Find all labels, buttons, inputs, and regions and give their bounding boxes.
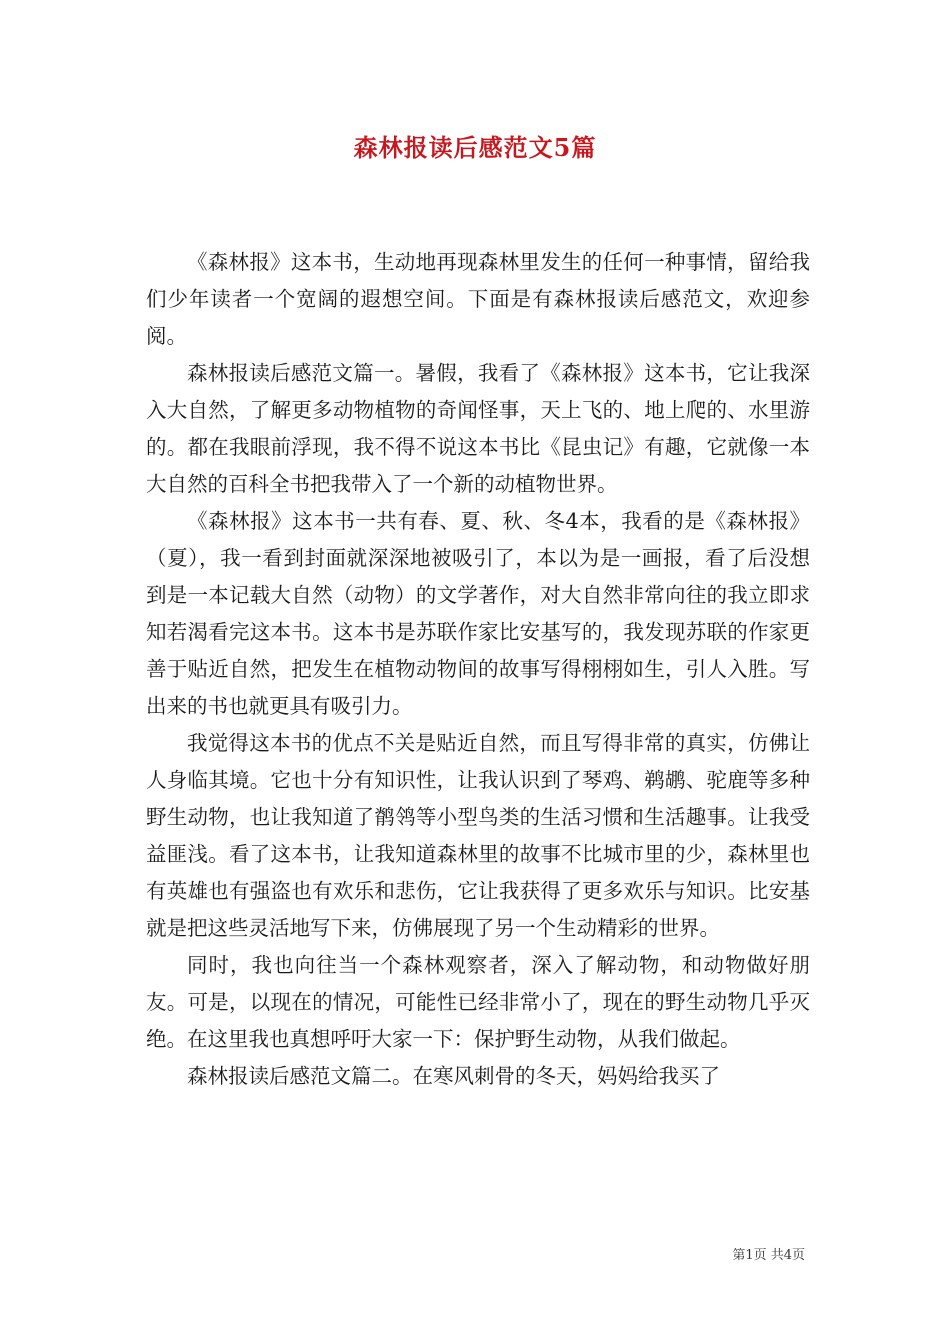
page-number-footer: 第1页 共4页 <box>732 1248 805 1263</box>
document-body <box>146 244 810 1095</box>
paragraph-essay-one-start: 森林报读后感范文篇一。暑假，我看了《森林报》这本书，它让我深入大自然，了解更多动物植物的奇闻怪事，天上飞的、地上爬的、水里游的。都在我眼前浮现，我不得不说这本书比《昆虫记》有趣，它就像一本大自然的百科全书把我带入了一个新的动植物世界。 <box>146 361 810 496</box>
paragraph-essay-two-start: 森林报读后感范文篇二。在寒风刺骨的冬天，妈妈给我买了 <box>187 1064 720 1088</box>
paragraph-book-merits: 我觉得这本书的优点不关是贴近自然，而且写得非常的真实，仿佛让人身临其境。它也十分有知识性，让我认识到了琴鸡、鹈鹕、驼鹿等多种野生动物，也让我知道了鹡鸰等小型鸟类的生活习惯和生活趣事。让我受益匪浅。看了这本书，让我知道森林里的故事不比城市里的少，森林里也有英雄也有强盗也有欢乐和悲伤，它让我获得了更多欢乐与知识。比安基就是把这些灵活地写下来，仿佛展现了另一个生动精彩的世界。 <box>146 731 810 940</box>
paragraph-intro: 《森林报》这本书，生动地再现森林里发生的任何一种事情，留给我们少年读者一个宽阔的遐想空间。下面是有森林报读后感范文，欢迎参阅。 <box>146 250 810 348</box>
document-title: 森林报读后感范文5篇 <box>353 133 597 162</box>
paragraph-wildlife-protection: 同时，我也向往当一个森林观察者，深入了解动物，和动物做好朋友。可是，以现在的情况，可能性已经非常小了，现在的野生动物几乎灭绝。在这里我也真想呼吁大家一下：保护野生动物，从我们做起。 <box>146 953 810 1051</box>
paragraph-book-description: 《森林报》这本书一共有春、夏、秋、冬4本，我看的是《森林报》（夏），我一看到封面就深深地被吸引了，本以为是一画报，看了后没想到是一本记载大自然（动物）的文学著作，对大自然非常向往的我立即求知若渴看完这本书。这本书是苏联作家比安基写的，我发现苏联的作家更善于贴近自然，把发生在植物动物间的故事写得栩栩如生，引人入胜。写出来的书也就更具有吸引力。 <box>146 509 810 718</box>
